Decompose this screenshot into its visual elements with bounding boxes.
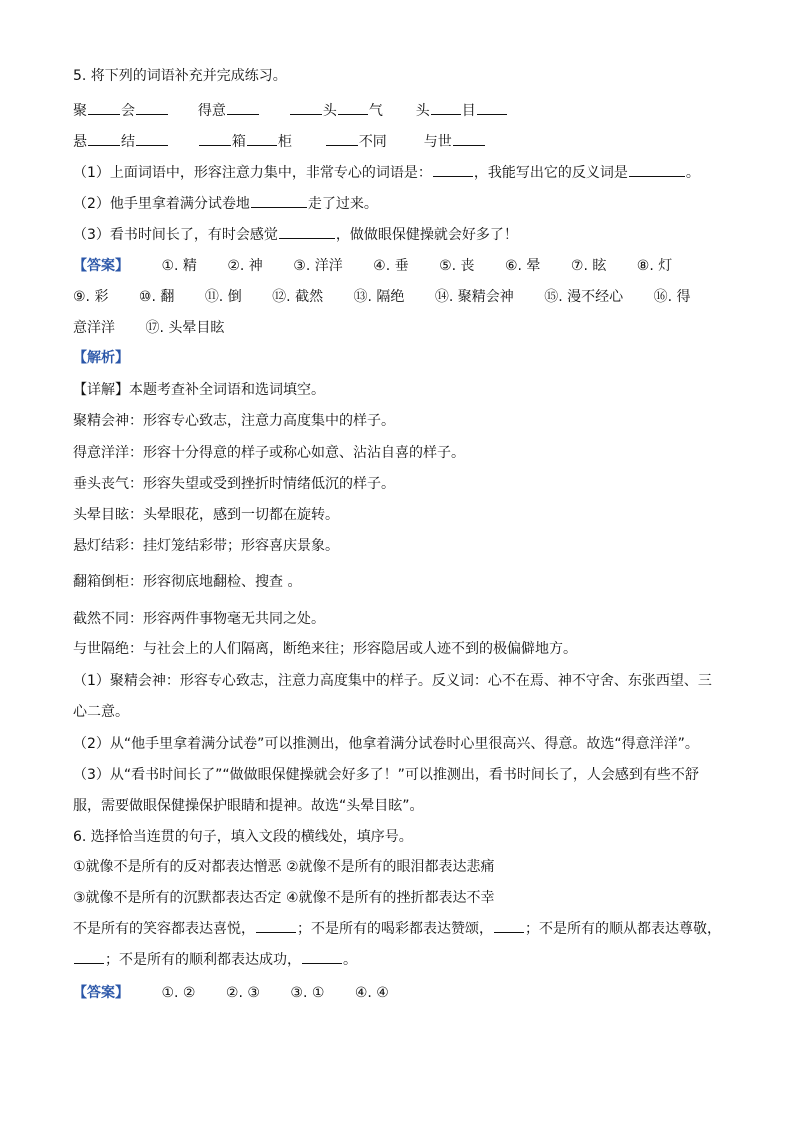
blank[interactable]	[279, 224, 335, 239]
answer-item: ⑭. 聚精会神	[434, 289, 514, 305]
definition: 悬灯结彩：挂灯笼结彩带；形容喜庆景象。	[73, 538, 339, 554]
answer-item: ⑤. 丧	[439, 258, 475, 274]
q5-row2: 悬 结 箱 柜 不同 与世	[73, 131, 486, 152]
answer-item: ⑪. 倒	[204, 289, 242, 305]
answer-item: ②. 神	[227, 258, 263, 274]
blank[interactable]	[326, 131, 358, 146]
analysis-detail: 【详解】本题考查补全词语和选词填空。	[73, 382, 325, 398]
answer-item: ②. ③	[225, 985, 260, 1001]
q6-title: 6. 选择恰当连贯的句子，填入文段的横线处，填序号。	[73, 829, 413, 845]
q5-answers-row2	[73, 287, 691, 307]
definition: 翻箱倒柜：形容彻底地翻检、搜查 。	[73, 574, 302, 590]
q5-answers-row3	[73, 318, 250, 338]
answer-item: ⑮. 漫不经心	[544, 289, 624, 305]
analysis-paragraph: （3）从“看书时间长了”“做做眼保健操就会好多了！”可以推测出，看书时间长了，人会感到有些不舒服，需要做眼保健操保护眼睛和提神。故选“头晕目眩”。	[73, 767, 699, 814]
blank[interactable]	[251, 193, 307, 208]
blank[interactable]	[136, 100, 168, 115]
q5-answers-row1	[73, 256, 672, 276]
answer-item: ④. ④	[354, 985, 389, 1001]
answer-item: ①. 精	[161, 258, 197, 274]
q6-paragraph: 不是所有的笑容都表达喜悦， ；不是所有的喝彩都表达赞颂， ；不是所有的顺从都表达尊敬，；不是所有的顺利都表达成功， 。	[73, 914, 721, 976]
analysis-tag: 【解析】	[73, 350, 129, 366]
q6-options: ①就像不是所有的反对都表达憎恶 ②就像不是所有的眼泪都表达悲痛	[73, 859, 495, 875]
answer-item: ③. 洋洋	[293, 258, 343, 274]
answer-tag: 【答案】	[73, 258, 129, 274]
answer-item: ⑫. 截然	[272, 289, 324, 305]
answer-item: ⑦. 眩	[570, 258, 607, 274]
q5-title: 5. 将下列的词语补充并完成练习。	[73, 68, 287, 84]
blank[interactable]	[433, 162, 473, 177]
answer-tag: 【答案】	[73, 985, 129, 1001]
blank[interactable]	[453, 131, 485, 146]
answer-item: ⑯. 得	[653, 289, 691, 305]
q5-sub2: （2）他手里拿着满分试卷地 走了过来。	[73, 193, 378, 214]
blank[interactable]	[494, 918, 524, 933]
answer-item: ⑥. 晕	[504, 258, 541, 274]
blank[interactable]	[431, 100, 461, 115]
answer-item: ⑬. 隔绝	[353, 289, 405, 305]
answer-item: ⑩. 翻	[138, 289, 175, 305]
answer-item: ①. ②	[161, 985, 196, 1001]
blank[interactable]	[74, 949, 104, 964]
analysis-paragraph: （1）聚精会神：形容专心致志，注意力高度集中的样子。反义词：心不在焉、神不守舍、东张西望、三心二意。	[73, 673, 712, 720]
answer-item: ⑰. 头晕目眩	[145, 320, 225, 336]
q6-answers	[73, 983, 415, 1003]
blank[interactable]	[290, 100, 322, 115]
blank[interactable]	[256, 918, 296, 933]
blank[interactable]	[247, 131, 277, 146]
q5-sub3: （3）看书时间长了，有时会感觉 ，做做眼保健操就会好多了！	[73, 224, 518, 245]
blank[interactable]	[199, 131, 231, 146]
definition: 头晕目眩：头晕眼花，感到一切都在旋转。	[73, 507, 339, 523]
definition: 得意洋洋：形容十分得意的样子或称心如意、沾沾自喜的样子。	[73, 445, 465, 461]
blank[interactable]	[302, 949, 342, 964]
definition: 截然不同：形容两件事物毫无共同之处。	[73, 611, 325, 627]
blank[interactable]	[88, 100, 120, 115]
definition: 聚精会神：形容专心致志，注意力高度集中的样子。	[73, 413, 395, 429]
analysis-paragraph: （2）从“他手里拿着满分试卷”可以推测出，他拿着满分试卷时心里很高兴、得意。故选“得意洋洋”。	[73, 736, 699, 752]
answer-item: ⑧. 灯	[636, 258, 673, 274]
definition: 与世隔绝：与社会上的人们隔离，断绝来往；形容隐居或人迹不到的极偏僻地方。	[73, 641, 577, 657]
answer-item: ⑨. 彩	[73, 289, 109, 305]
blank[interactable]	[629, 162, 685, 177]
blank[interactable]	[477, 100, 507, 115]
blank[interactable]	[338, 100, 368, 115]
answer-item: 意洋洋	[73, 320, 115, 336]
answer-item: ④. 垂	[373, 258, 409, 274]
answer-item: ③. ①	[290, 985, 325, 1001]
blank[interactable]	[88, 131, 120, 146]
definition: 垂头丧气：形容失望或受到挫折时情绪低沉的样子。	[73, 476, 395, 492]
q5-row1: 聚 会 得意 头 气 头 目	[73, 100, 508, 121]
q6-options: ③就像不是所有的沉默都表达否定 ④就像不是所有的挫折都表达不幸	[73, 890, 495, 906]
q5-sub1: （1）上面词语中，形容注意力集中，非常专心的词语是： ，我能写出它的反义词是 。	[73, 162, 700, 183]
blank[interactable]	[227, 100, 259, 115]
blank[interactable]	[136, 131, 168, 146]
